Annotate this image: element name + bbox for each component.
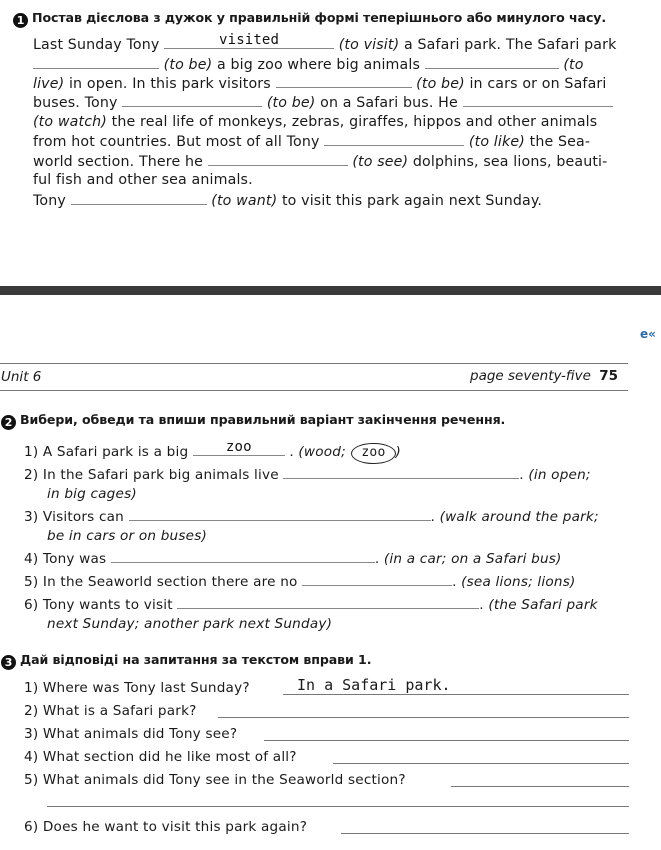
ex1-text: on a Safari bus. He <box>320 95 458 111</box>
ex3-question-1 <box>24 679 250 698</box>
ex1-line-7 <box>33 152 607 172</box>
verb-hint: (to watch) <box>33 114 107 130</box>
circled-option[interactable]: zoo <box>351 443 395 464</box>
answer-blank[interactable] <box>122 93 262 107</box>
ex1-line-3 <box>33 74 607 94</box>
ex2-options: (sea lions; lions) <box>461 574 576 590</box>
ex2-item-5: 5) In the Seaworld section there are no . (sea lions; lions) <box>24 574 576 590</box>
answer-line[interactable] <box>283 694 629 695</box>
ex1-text: dolphins, sea lions, beauti- <box>412 154 608 170</box>
answer-1: In a Safari park. <box>297 676 451 694</box>
ex2-text: Visitors can <box>42 509 124 525</box>
answer-blank[interactable] <box>129 507 431 521</box>
question-text: What section did he like most of all? <box>42 749 297 765</box>
exercise-3-instruction: Дай відповіді на запитання за текстом вправи 1. <box>20 652 372 667</box>
exercise-2-number: 2 <box>1 415 16 430</box>
item-number: 4) <box>24 749 39 765</box>
verb-hint: (to want) <box>211 193 278 209</box>
verb-hint: (to see) <box>352 154 409 170</box>
ex2-options: (in a car; on a Safari bus) <box>383 551 562 567</box>
answer-blank[interactable] <box>302 572 452 586</box>
ex3-question-5 <box>24 771 406 790</box>
question-text: Does he want to visit this park again? <box>42 819 308 835</box>
exercise-1-instruction: Постав дієслова з дужок у правильній формі теперішнього або минулого часу. <box>32 10 607 25</box>
exercise-1-number: 1 <box>13 13 28 28</box>
question-text: What animals did Tony see? <box>42 726 238 742</box>
ex1-text: to visit this park again next Sunday. <box>281 193 543 209</box>
footer-bottom-rule <box>0 390 628 391</box>
exercise-2-heading <box>1 412 505 430</box>
item-number: 3) <box>24 509 39 525</box>
ex2-options: (wood; <box>298 444 346 460</box>
ex3-question-4 <box>24 748 297 767</box>
question-text: What animals did Tony see in the Seaworld section? <box>42 772 406 788</box>
ex3-question-2 <box>24 702 197 721</box>
answer-blank[interactable] <box>283 465 519 479</box>
answer-blank[interactable] <box>33 55 159 69</box>
unit-label: Unit 6 <box>1 369 42 385</box>
ex2-item-6-cont: next Sunday; another park next Sunday) <box>47 616 333 632</box>
ex2-item-2-cont: in big cages) <box>47 486 137 502</box>
ex3-question-3 <box>24 725 237 744</box>
ex2-options-close: ) <box>395 444 402 460</box>
verb-hint: (to be) <box>266 95 316 111</box>
ex1-text: Last Sunday Tony <box>33 37 160 53</box>
answer-zoo: zoo <box>225 439 252 455</box>
ex2-item-3: 3) Visitors can . (walk around the park; <box>24 509 599 525</box>
ex1-line-1 <box>33 32 617 55</box>
item-number: 1) <box>24 444 39 460</box>
ex1-line-2 <box>33 55 584 75</box>
ex1-text: the real life of monkeys, zebras, giraffes, hippos and other animals <box>111 114 598 130</box>
ex2-text: Tony was <box>42 551 107 567</box>
answer-line[interactable] <box>451 786 629 787</box>
item-number: 5) <box>24 772 39 788</box>
answer-blank[interactable] <box>463 93 613 107</box>
ex2-text: Tony wants to visit <box>42 597 173 613</box>
ex2-item-6: 6) Tony wants to visit . (the Safari park <box>24 597 598 613</box>
verb-hint: (to be) <box>416 76 465 92</box>
answer-line[interactable] <box>47 806 629 807</box>
side-mark: e« <box>640 327 656 341</box>
ex1-text: a Safari park. The Safari park <box>403 37 617 53</box>
ex2-options: (the Safari park <box>488 597 598 613</box>
verb-hint: (to be) <box>163 57 213 73</box>
answer-blank-visit[interactable] <box>164 32 334 49</box>
answer-blank-zoo[interactable] <box>193 439 285 456</box>
answer-blank[interactable] <box>208 152 348 166</box>
answer-blank[interactable] <box>324 132 464 146</box>
question-text: What is a Safari park? <box>42 703 197 719</box>
page-divider <box>0 286 661 295</box>
ex1-text: the Sea- <box>529 134 591 150</box>
ex1-line-9 <box>33 191 542 211</box>
answer-line[interactable] <box>218 717 629 718</box>
answer-blank[interactable] <box>71 191 207 205</box>
footer-top-rule <box>0 363 628 364</box>
ex2-item-3-cont: be in cars or on buses) <box>47 528 207 544</box>
ex1-text: ful fish and other sea animals. <box>33 172 253 188</box>
ex2-item-4: 4) Tony was . (in a car; on a Safari bus) <box>24 551 562 567</box>
ex1-text: buses. Tony <box>33 95 118 111</box>
exercise-3-heading <box>1 652 371 670</box>
ex2-options: (in open; <box>528 467 591 483</box>
verb-hint: live) <box>33 76 65 92</box>
item-number: 2) <box>24 703 39 719</box>
verb-hint: (to like) <box>468 134 525 150</box>
question-text: Where was Tony last Sunday? <box>42 680 250 696</box>
ex2-text: In the Seaworld section there are no <box>42 574 298 590</box>
answer-line[interactable] <box>264 740 629 741</box>
ex2-item-1: 1) A Safari park is a big zoo . (wood; zoo ) <box>24 442 401 464</box>
page-number-line <box>470 368 618 384</box>
answer-blank[interactable] <box>111 549 375 563</box>
exercise-3-number: 3 <box>1 655 16 670</box>
answer-line[interactable] <box>333 763 629 764</box>
answer-line[interactable] <box>341 833 629 834</box>
exercise-2-instruction: Вибери, обведи та впиши правильний варіант закінчення речення. <box>20 412 506 427</box>
ex1-line-4 <box>33 93 613 113</box>
verb-hint: (to <box>563 57 584 73</box>
answer-blank[interactable] <box>177 595 479 609</box>
ex2-item-2: 2) In the Safari park big animals live . (in open; <box>24 467 591 483</box>
ex2-options: (walk around the park; <box>439 509 599 525</box>
verb-hint: (to visit) <box>338 37 400 53</box>
ex1-text: in cars or on Safari <box>469 76 607 92</box>
answer-blank[interactable] <box>425 55 559 69</box>
item-number: 1) <box>24 680 39 696</box>
ex3-question-6 <box>24 818 307 837</box>
ex1-text: world section. There he <box>33 154 204 170</box>
ex1-text: from hot countries. But most of all Tony <box>33 134 320 150</box>
ex1-text: in open. In this park visitors <box>68 76 271 92</box>
ex1-line-8 <box>33 171 253 190</box>
item-number: 3) <box>24 726 39 742</box>
item-number: 2) <box>24 467 39 483</box>
ex1-text: Tony <box>33 193 66 209</box>
page-number: 75 <box>599 368 618 384</box>
exercise-1-heading <box>13 10 606 28</box>
item-number: 4) <box>24 551 39 567</box>
ex1-line-6 <box>33 132 590 152</box>
page-number-text: page seventy-five <box>470 368 591 384</box>
item-number: 6) <box>24 819 39 835</box>
answer-blank[interactable] <box>276 74 412 88</box>
ex2-text: In the Safari park big animals live <box>42 467 279 483</box>
ex1-text: a big zoo where big animals <box>216 57 421 73</box>
item-number: 6) <box>24 597 39 613</box>
ex1-line-5 <box>33 113 597 132</box>
item-number: 5) <box>24 574 39 590</box>
answer-visited: visited <box>219 32 280 48</box>
ex2-text: A Safari park is a big <box>42 444 189 460</box>
